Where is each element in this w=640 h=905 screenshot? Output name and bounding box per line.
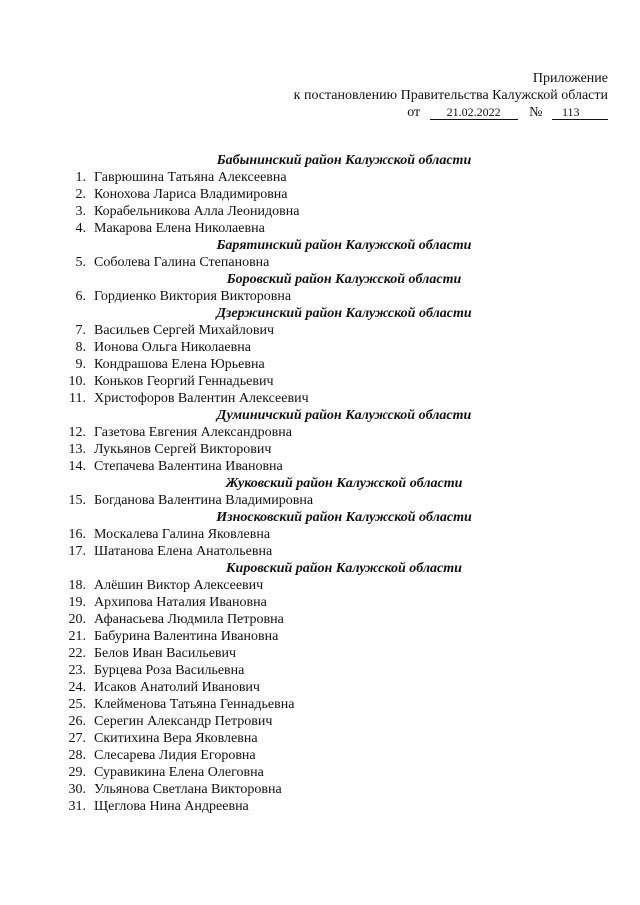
district-heading: Думиничский район Калужской области [216,408,472,423]
list-item [64,611,584,628]
list-item-number: 8. [75,340,86,355]
list-item-number: 2. [75,187,86,202]
document-header [294,70,608,121]
list-item-number: 11. [69,391,86,406]
list-item-number: 1. [75,170,86,185]
list-item [64,662,584,679]
list-item-number: 14. [68,459,86,474]
list-item-name: Кондрашова Елена Юрьевна [94,357,265,372]
list-item [64,492,584,509]
list-item-name: Щеглова Нина Андреевна [94,799,249,814]
list-item [64,356,584,373]
list-item-number: 21. [68,629,86,644]
list-item-name: Корабельникова Алла Леонидовна [94,204,300,219]
resolution-date: 21.02.2022 [430,105,518,120]
list-item [64,339,584,356]
list-item-name: Макарова Елена Николаевна [94,221,265,236]
list-item-number: 6. [75,289,86,304]
list-item-number: 22. [68,646,86,661]
list-item [64,441,584,458]
list-item-name: Степачева Валентина Ивановна [94,459,283,474]
resolution-number: 113 [552,105,608,120]
list-item [64,730,584,747]
list-item-number: 7. [75,323,86,338]
list-item [64,322,584,339]
list-item-name: Афанасьева Людмила Петровна [94,612,284,627]
list-item [64,645,584,662]
list-item-name: Васильев Сергей Михайлович [94,323,275,338]
list-item-name: Клейменова Татьяна Геннадьевна [94,697,295,712]
awardee-list [64,152,584,815]
list-item [64,679,584,696]
list-item-number: 18. [68,578,86,593]
list-item-name: Гаврюшина Татьяна Алексеевна [94,170,287,185]
list-item-number: 3. [75,204,86,219]
list-item-name: Христофоров Валентин Алексеевич [94,391,309,406]
list-item [64,288,584,305]
list-item-name: Бурцева Роза Васильевна [94,663,245,678]
list-item-number: 16. [68,527,86,542]
list-item [64,390,584,407]
list-item [64,220,584,237]
list-item-name: Газетова Евгения Александровна [94,425,292,440]
district-heading: Бабынинский район Калужской области [216,153,472,168]
list-item-name: Ионова Ольга Николаевна [94,340,251,355]
list-item-number: 15. [68,493,86,508]
list-item-number: 30. [68,782,86,797]
ot-label: от [407,105,421,120]
list-item-name: Исаков Анатолий Иванович [94,680,260,695]
list-item-number: 5. [75,255,86,270]
list-item-name: Бабурина Валентина Ивановна [94,629,279,644]
district-heading: Барятинский район Калужской области [216,238,472,253]
list-item-name: Скитихина Вера Яковлевна [94,731,258,746]
list-item-name: Архипова Наталия Ивановна [94,595,267,610]
list-item-name: Ульянова Светлана Викторовна [94,782,282,797]
list-item-name: Коньков Георгий Геннадьевич [94,374,274,389]
list-item-number: 24. [68,680,86,695]
list-item [64,203,584,220]
number-label: № [529,105,543,120]
appendix-title: Приложение [532,71,608,86]
list-item-name: Слесарева Лидия Егоровна [94,748,256,763]
list-item-number: 4. [75,221,86,236]
list-item-name: Лукьянов Сергей Викторович [94,442,272,457]
list-item [64,424,584,441]
list-item-number: 29. [68,765,86,780]
list-item [64,628,584,645]
list-item-number: 27. [68,731,86,746]
resolution-reference: к постановлению Правительства Калужской области [293,88,608,103]
list-item-number: 9. [75,357,86,372]
district-heading: Боровский район Калужской области [226,272,462,287]
list-item [64,186,584,203]
list-item-name: Москалева Галина Яковлевна [94,527,271,542]
list-item-name: Богданова Валентина Владимировна [94,493,314,508]
list-item-number: 13. [68,442,86,457]
list-item [64,526,584,543]
list-item [64,543,584,560]
district-heading: Кировский район Калужской области [226,561,462,576]
list-item [64,696,584,713]
list-item-number: 12. [68,425,86,440]
district-heading: Жуковский район Калужской области [225,476,463,491]
district-heading: Износковский район Калужской области [216,510,472,525]
resolution-date-number [294,104,608,121]
list-item [64,458,584,475]
list-item-name: Алёшин Виктор Алексеевич [94,578,264,593]
list-item-number: 10. [68,374,86,389]
list-item [64,373,584,390]
list-item-number: 26. [68,714,86,729]
list-item [64,594,584,611]
list-item-number: 17. [68,544,86,559]
list-item-name: Конохова Лариса Владимировна [94,187,288,202]
list-item-number: 23. [68,663,86,678]
list-item-name: Суравикина Елена Олеговна [94,765,264,780]
list-item-number: 31. [68,799,86,814]
list-item [64,798,584,815]
list-item-number: 19. [68,595,86,610]
list-item [64,764,584,781]
list-item-number: 25. [68,697,86,712]
list-item-name: Шатанова Елена Анатольевна [94,544,273,559]
list-item-number: 28. [68,748,86,763]
list-item [64,169,584,186]
list-item-name: Гордиенко Виктория Викторовна [94,289,292,304]
list-item-name: Серегин Александр Петрович [94,714,273,729]
list-item [64,781,584,798]
district-heading: Дзержинский район Калужской области [216,306,472,321]
list-item [64,577,584,594]
list-item-name: Белов Иван Васильевич [94,646,237,661]
list-item [64,713,584,730]
list-item [64,254,584,271]
list-item-name: Соболева Галина Степановна [94,255,270,270]
list-item [64,747,584,764]
list-item-number: 20. [68,612,86,627]
